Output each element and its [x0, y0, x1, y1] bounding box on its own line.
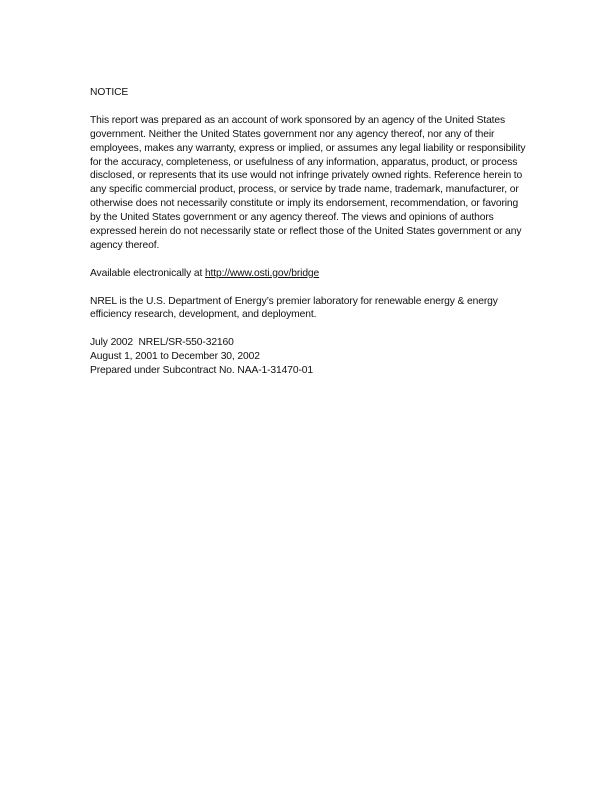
report-info	[90, 336, 530, 378]
disclaimer-line: employees, makes any warranty, express or implied, or assumes any legal liability or responsibility	[90, 142, 526, 154]
notice-page	[90, 86, 530, 378]
disclaimer-line: disclosed, or represents that its use would not infringe privately owned rights. Reference herein to	[90, 170, 523, 182]
availability-line	[90, 267, 530, 281]
nrel-paragraph	[90, 295, 530, 323]
nrel-line: NREL is the U.S. Department of Energy’s premier laboratory for renewable energy & energy	[90, 295, 498, 307]
disclaimer-line: This report was prepared as an account of work sponsored by an agency of the United States	[90, 114, 506, 126]
subcontract-number: Prepared under Subcontract No. NAA-1-31470-01	[90, 365, 313, 377]
disclaimer-line: government. Neither the United States government nor any agency thereof, nor any of their	[90, 128, 495, 140]
disclaimer-line: any specific commercial product, process, or service by trade name, trademark, manufacturer, or	[90, 184, 519, 196]
availability-text: Available electronically at	[90, 267, 205, 279]
osti-link[interactable]: http://www.osti.gov/bridge	[204, 267, 320, 279]
report-number: July 2002 NREL/SR-550-32160	[90, 337, 234, 349]
disclaimer-line: otherwise does not necessarily constitute or imply its endorsement, recommendation, or favoring	[90, 198, 519, 210]
disclaimer-paragraph	[90, 114, 530, 253]
disclaimer-line: by the United States government or any agency thereof. The views and opinions of authors	[90, 212, 494, 224]
report-period: August 1, 2001 to December 30, 2002	[90, 351, 260, 363]
disclaimer-line: expressed herein do not necessarily state or reflect those of the United States government or any	[90, 226, 522, 238]
notice-heading: NOTICE	[90, 87, 129, 98]
nrel-line: efficiency research, development, and deployment.	[90, 309, 317, 321]
disclaimer-line: agency thereof.	[90, 239, 160, 251]
disclaimer-line: for the accuracy, completeness, or usefulness of any information, apparatus, product, or process	[90, 156, 518, 168]
